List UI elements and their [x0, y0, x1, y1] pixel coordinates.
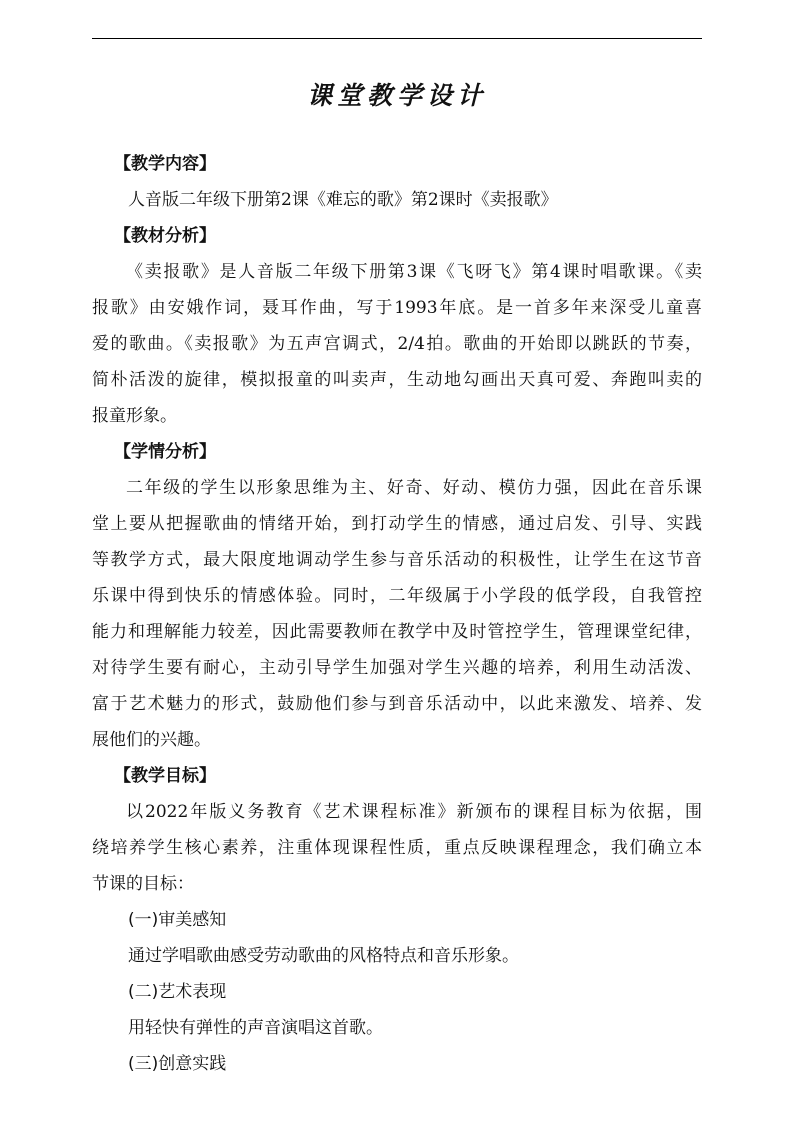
objective-label: (一)审美感知: [128, 910, 227, 930]
objective-label: (三)创意实践: [128, 1054, 227, 1074]
paragraph-line: 堂上要从把握歌曲的情绪开始，到打动学生的情感，通过启发、引导、实践: [92, 514, 702, 534]
section-heading-students: 【学情分析】: [114, 442, 216, 462]
paragraph-line: 报歌》由安娥作词，聂耳作曲，写于1993年底。是一首多年来深受儿童喜: [92, 298, 702, 318]
paragraph-line: 能力和理解能力较差，因此需要教师在教学中及时管控学生，管理课堂纪律，: [92, 622, 702, 642]
paragraph-line: 报童形象。: [92, 406, 177, 426]
paragraph-line: 展他们的兴趣。: [92, 730, 211, 750]
paragraph-line: 节课的目标：: [92, 874, 194, 894]
section-heading-objectives: 【教学目标】: [114, 766, 216, 786]
objective-text: 通过学唱歌曲感受劳动歌曲的风格特点和音乐形象。: [128, 946, 519, 966]
section-heading-material: 【教材分析】: [114, 226, 216, 246]
document-body: [92, 146, 702, 1082]
objective-label: (二)艺术表现: [128, 982, 227, 1002]
paragraph-line: 对待学生要有耐心，主动引导学生加强对学生兴趣的培养，利用生动活泼、: [92, 658, 702, 678]
paragraph-line: 等教学方式，最大限度地调动学生参与音乐活动的积极性，让学生在这节音: [92, 550, 702, 570]
paragraph-line: 爱的歌曲。《卖报歌》为五声宫调式，2/4拍。歌曲的开始即以跳跃的节奏，: [92, 334, 702, 354]
paragraph-line: 二年级的学生以形象思维为主、好奇、好动、模仿力强，因此在音乐课: [126, 478, 702, 498]
page-title: 课堂教学设计: [306, 81, 487, 110]
paragraph-line: 乐课中得到快乐的情感体验。同时，二年级属于小学段的低学段，自我管控: [92, 586, 702, 606]
objective-text: 用轻快有弹性的声音演唱这首歌。: [128, 1018, 383, 1038]
section-heading-content: 【教学内容】: [114, 154, 216, 174]
paragraph-line: 人音版二年级下册第2课《难忘的歌》第2课时《卖报歌》: [128, 190, 558, 210]
paragraph-line: 绕培养学生核心素养，注重体现课程性质，重点反映课程理念，我们确立本: [92, 838, 702, 858]
paragraph-line: 简朴活泼的旋律，模拟报童的叫卖声，生动地勾画出天真可爱、奔跑叫卖的: [92, 370, 702, 390]
header-rule: [92, 38, 702, 39]
paragraph-line: 以2022年版义务教育《艺术课程标准》新颁布的课程目标为依据，围: [126, 802, 702, 822]
paragraph-line: 《卖报歌》是人音版二年级下册第3课《飞呀飞》第4课时唱歌课。《卖: [126, 262, 702, 282]
paragraph-line: 富于艺术魅力的形式，鼓励他们参与到音乐活动中，以此来激发、培养、发: [92, 694, 702, 714]
